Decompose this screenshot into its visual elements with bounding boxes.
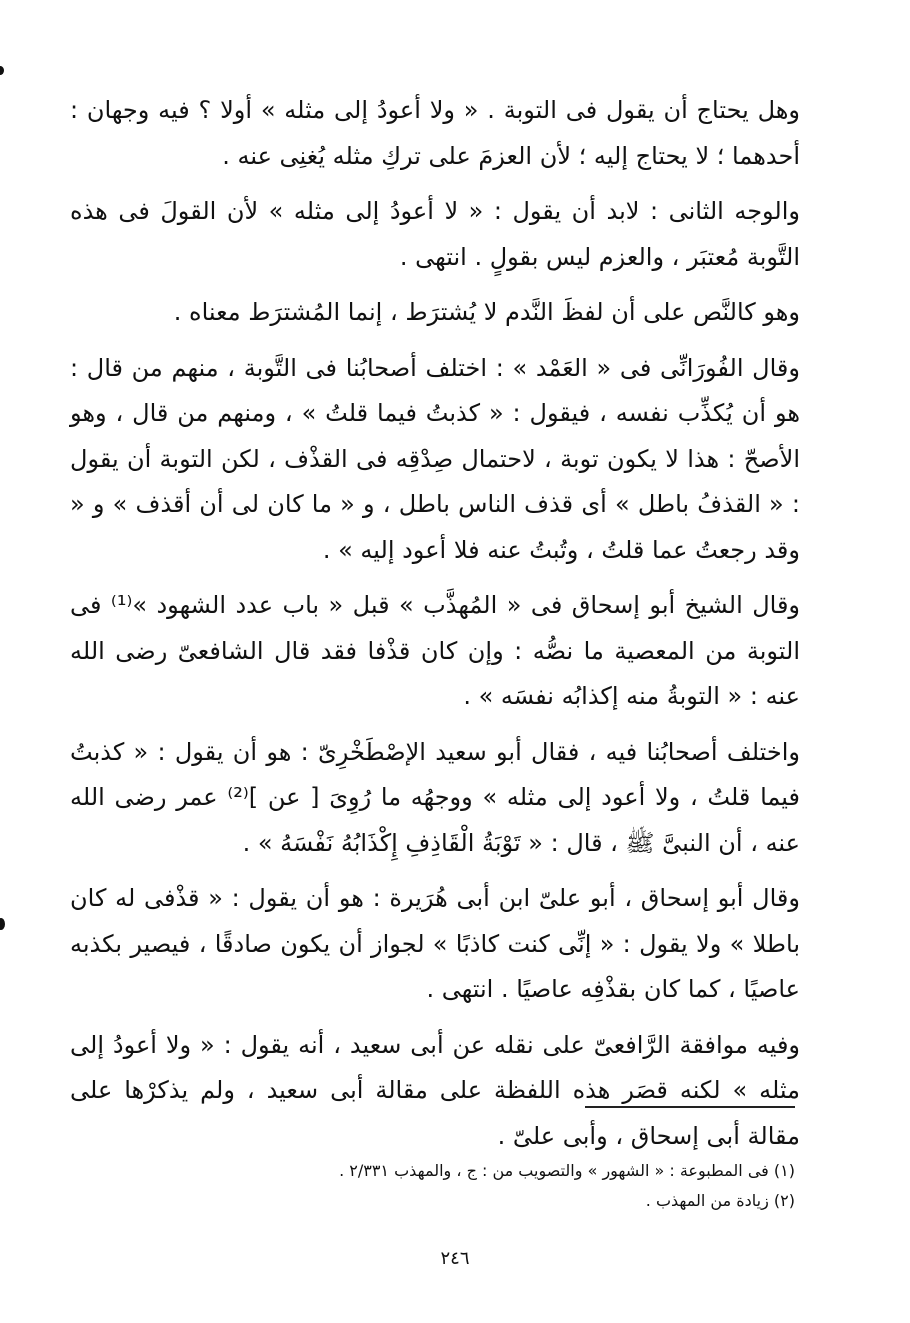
scan-edge-mark-bottom: [0, 918, 5, 930]
footnote-2: (٢) زيادة من المهذب .: [645, 1191, 795, 1210]
page-body: [70, 88, 800, 1169]
paragraph-3: وهو كالنَّص على أن لفظَ النَّدم لا يُشترَط ، إنما المُشترَط معناه .: [173, 298, 800, 326]
paragraph-1: وهل يحتاج أن يقول فى التوبة . « ولا أعودُ إلى مثله » أولا ؟ فيه وجهان : أحدهما ؛ لا يحتاج إليه ؛ لأن العزمَ على تركِ مثله يُغنِى عنه .: [70, 96, 800, 170]
footnote-1: (١) فى المطبوعة : « الشهور » والتصويب من : ج ، والمهذب ٢/٣٣١ .: [339, 1161, 795, 1180]
paragraph-2: والوجه الثانى : لابد أن يقول : « لا أعودُ إلى مثله » لأن القولَ فى هذه التَّوبة مُعتبَر ، والعزم ليس بقولٍ . انتهى .: [70, 197, 800, 271]
footnote-divider: [585, 1106, 795, 1108]
scan-edge-mark-top: [0, 66, 4, 75]
paragraph-8: وفيه موافقة الرَّافعىّ على نقله عن أبى سعيد ، أنه يقول : « ولا أعودُ إلى مثله » لكنه قصَر هذه اللفظة على مقالة أبى سعيد ، ولم يذكرْها على مقالة أبى إسحاق ، وأبى علىّ .: [70, 1030, 800, 1150]
page-number: ٢٤٦: [440, 1248, 470, 1269]
footnotes: [200, 1156, 795, 1216]
paragraph-7: وقال أبو إسحاق ، أبو علىّ ابن أبى هُرَيرة : هو أن يقول : « قذْفى له كان باطلا » ولا يقول : « إنِّى كنت كاذبًا » لجواز أن يكون صادقًا ، فيصير بكذبه عاصيًا ، كما كان بقذْفِه عاصيًا . انتهى .: [70, 884, 800, 1003]
paragraph-5: وقال الشيخ أبو إسحاق فى « المُهذَّب » قبل « باب عدد الشهود »⁽¹⁾ فى التوبة من المعصية ما نصُّه : وإن كان قذْفا فقد قال الشافعىّ رضى الله عنه : « التوبةُ منه إكذابُه نفسَه » .: [70, 591, 801, 710]
paragraph-4: وقال الفُورَانِّى فى « العَمْد » : اختلف أصحابُنا فى التَّوبة ، منهم من قال : هو أن يُكذِّب نفسه ، فيقول : « كذبتُ فيما قلتُ » ، ومنهم من قال ، وهو الأصحّ : هذا لا يكون توبة ، لاحتمال صِدْقِه فى القذْف ، لكن التوبة أن يقول : « القذفُ باطل » أى قذف الناس باطل ، و « ما كان لى أن أقذف » و « وقد رجعتُ عما قلتُ ، وتُبتُ عنه فلا أعود إليه » .: [70, 353, 800, 564]
paragraph-6: واختلف أصحابُنا فيه ، فقال أبو سعيد الإصْطَخْرِىّ : هو أن يقول : « كذبتُ فيما قلتُ ، ولا أعود إلى مثله » ووجهُه ما رُوِىَ [ عن ]⁽²⁾ عمر رضى الله عنه ، أن النبىَّ ﷺ ، قال : « تَوْبَةُ الْقَاذِفِ إِكْذَابُهُ نَفْسَهُ » .: [70, 737, 801, 857]
